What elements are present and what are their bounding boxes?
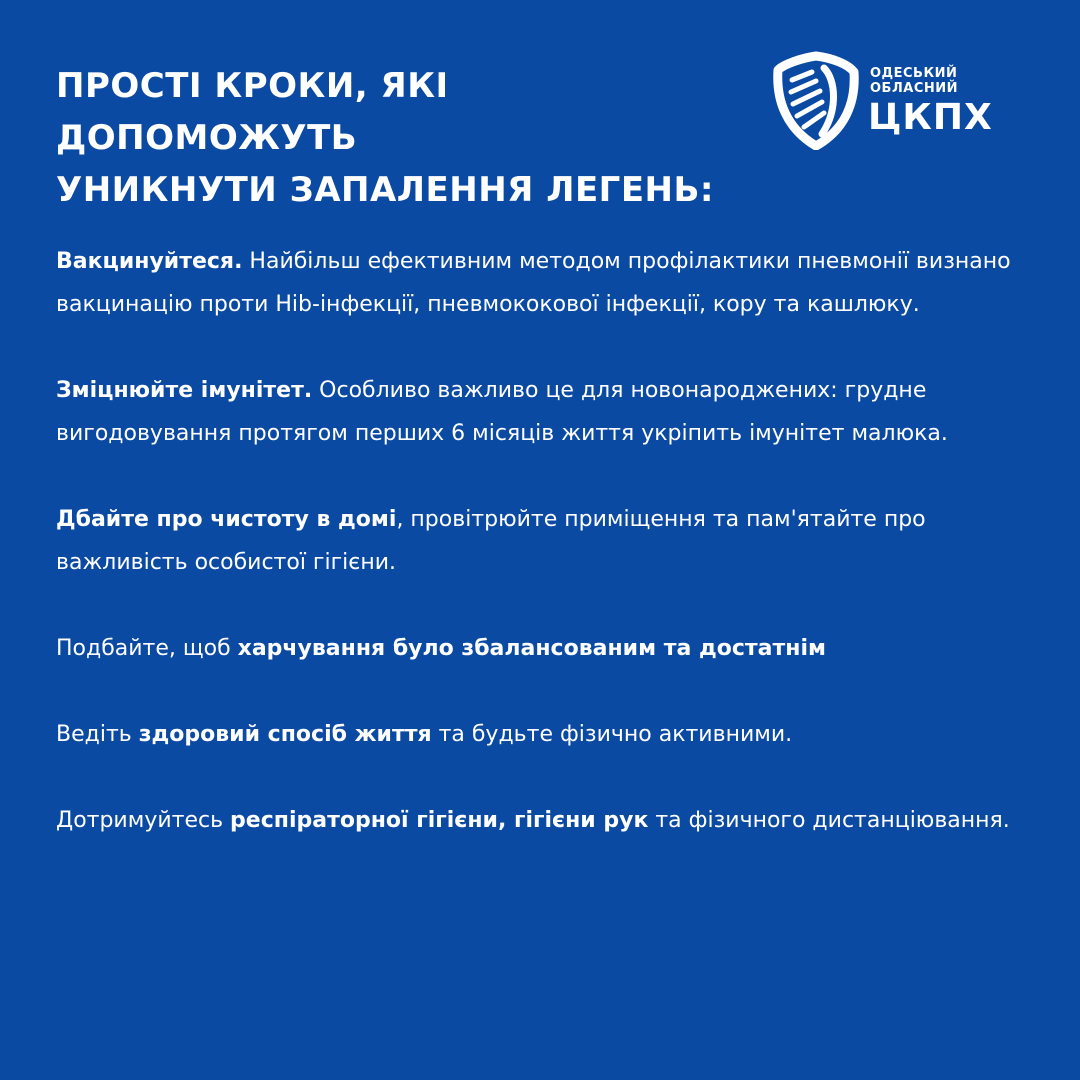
tip-lifestyle-bold: здоровий спосіб життя [138, 722, 432, 747]
tip-lifestyle [56, 713, 1016, 756]
tip-immunity-text: Особливо важливо це для новонароджених: грудне вигодовування протягом перших 6 місяців життя укріпить імунітет малюка. [56, 378, 948, 446]
tip-immunity-bold: Зміцнюйте імунітет. [56, 378, 313, 403]
tip-hygiene-text: та фізичного дистанціювання. [648, 808, 1010, 833]
title-line-1: ПРОСТІ КРОКИ, ЯКІ ДОПОМОЖУТЬ [56, 66, 449, 158]
page-title [56, 60, 756, 216]
tip-cleanliness-text: , провітрюйте приміщення та пам'ятайте про важливість особистої гігієни. [56, 507, 926, 575]
logo-line-1: ОДЕСЬКИЙ [870, 66, 958, 81]
organization-logo [772, 50, 992, 150]
tip-nutrition-pre: Подбайте, щоб [56, 636, 238, 661]
tip-nutrition [56, 627, 1016, 670]
tip-vaccination [56, 240, 1016, 326]
logo-line-2: ОБЛАСНИЙ [870, 81, 958, 96]
logo-name: ЦКПХ [868, 97, 993, 138]
tip-cleanliness [56, 498, 1016, 584]
tip-lifestyle-text: та будьте фізично активними. [431, 722, 793, 747]
tip-hygiene-pre: Дотримуйтесь [56, 808, 231, 833]
tip-cleanliness-bold: Дбайте про чистоту в домі [56, 507, 397, 532]
tip-nutrition-bold: харчування було збалансованим та достатнім [237, 636, 826, 661]
tip-lifestyle-pre: Ведіть [56, 722, 139, 747]
tip-hygiene-bold: респіраторної гігієни, гігієни рук [230, 808, 649, 833]
tip-vaccination-bold: Вакцинуйтеся. [56, 249, 243, 274]
tip-immunity [56, 369, 1016, 455]
title-line-2: УНИКНУТИ ЗАПАЛЕННЯ ЛЕГЕНЬ: [56, 170, 715, 210]
shield-logo-icon [772, 50, 862, 150]
tip-hygiene [56, 799, 1016, 842]
tips-list [56, 240, 1016, 885]
tip-vaccination-text: Найбільш ефективним методом профілактики пневмонії визнано вакцинацію проти Hib-інфекції, пневмококової інфекції, кору та кашлюку. [56, 249, 1011, 317]
